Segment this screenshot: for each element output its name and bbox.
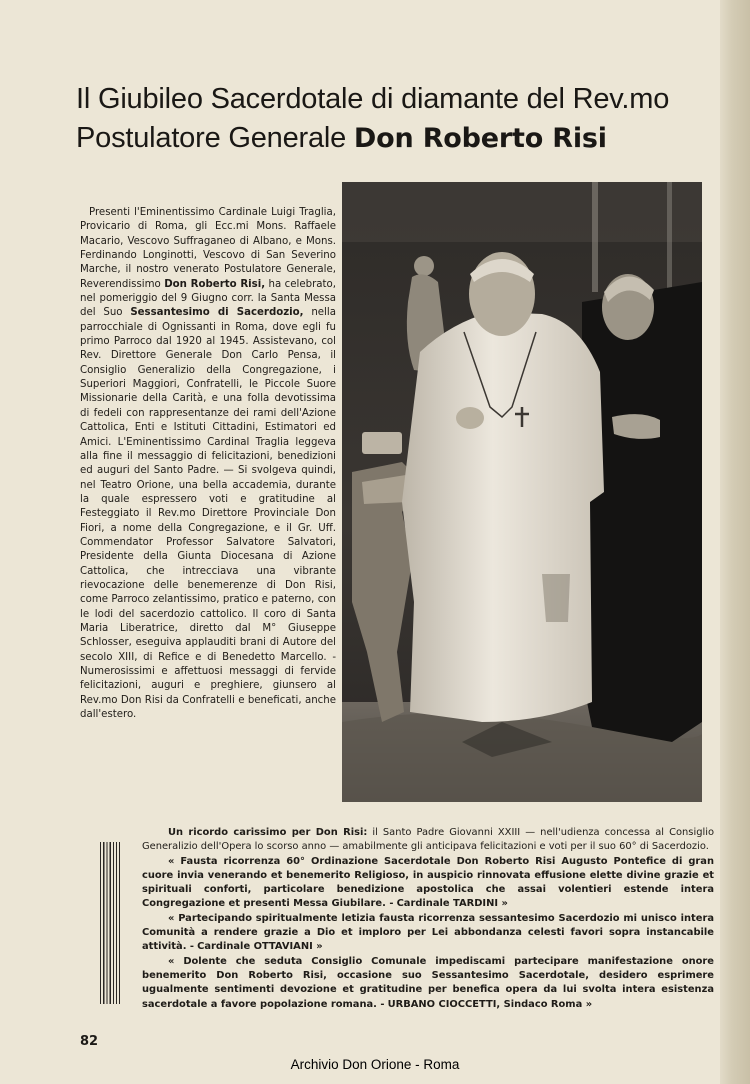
- caption-paragraph-4: [142, 955, 714, 1012]
- caption-signature-3: URBANO CIOCCETTI, Sindaco Roma »: [387, 998, 593, 1010]
- body-jubilee: Sessantesimo di Sacerdozio,: [130, 307, 304, 319]
- caption-telegram-2: « Partecipando spiritualmente letizia fausta ricorrenza sessantesimo Sacerdozio mi unisco intera Comunità a rendere grazie a Dio et imploro per Lei abbondanza celesti favori sopra instancabile attività. -: [142, 912, 714, 953]
- title-name: Don Roberto Risi: [353, 123, 607, 154]
- caption-signature-1: Cardinale TARDINI »: [396, 898, 508, 910]
- article-body: [80, 206, 336, 722]
- caption-paragraph-2: [142, 855, 714, 912]
- caption-paragraph-3: [142, 912, 714, 955]
- page-number: 82: [80, 1034, 99, 1049]
- caption-decoration-bar: [100, 842, 120, 1004]
- caption-paragraph-1: [142, 826, 714, 855]
- caption-telegram-1: « Fausta ricorrenza 60° Ordinazione Sacerdotale Don Roberto Risi Augusto Pontefice di gran cuore invia venerando et benemerito Religioso, in auspicio rinnovata effusione elette divine grazie et spirituali conforti, particolare benedizione apostolica che assai volentieri estende intera Congregazione et presenti Messa Giubilare. -: [142, 855, 714, 910]
- title-line-2: [76, 119, 716, 158]
- caption-text-1: il Santo Padre Giovanni XXIII — nell'udienza concessa al Consiglio Generalizio dell'Opera lo scorso anno — amabilmente gli anticipava felicitazioni e voti per il suo 60° di Sacerdozio.: [142, 827, 714, 853]
- adjacent-page-edge: [720, 0, 750, 1084]
- title-line-1: Il Giubileo Sacerdotale di diamante del Rev.mo: [76, 83, 670, 115]
- caption-signature-2: Cardinale OTTAVIANI »: [197, 941, 323, 953]
- body-name: Don Roberto Risi,: [164, 278, 266, 290]
- body-text-3: nella parrocchiale di Ognissanti in Roma, dove egli fu primo Parroco dal 1920 al 1945. Assistevano, col Rev. Direttore Generale Don Carlo Pensa, il Consiglio Generalizio della Congregazione, i Superiori Maggiori, Confratelli, le Piccole Suore Missionarie della Carità, e una folla devotissima di fedeli con rappresentanze dei rami dell'Azione Cattolica, Enti e Istituti Cittadini, Estimatori ed Amici. L'Eminentissimo Cardinal Traglia leggeva alla fine il messaggio di felicitazioni, benedizioni ed auguri del Santo Padre. — Si svolgeva quindi, nel Teatro Orione, una bella accademia, durante la quale espressero voti e gratitudine al Festeggiato il Rev.mo Direttore Provinciale Don Fiori, a nome della Congregazione, e il Gr. Uff. Commendator Professor Salvatore Salvatori, Presidente della Giunta Diocesana di Azione Cattolica, che intrecciava una vibrante rievocazione delle benemerenze di Don Risi, come Parroco zelantissimo, pratico e paterno, con le lodi del sacerdozio cattolico. Il coro di Santa Maria Liberatrice, diretto dal M° Giuseppe Schlosser, eseguiva applauditi brani di Autore del secolo XIII, di Refice e di Benedetto Marcello. - Numerosissimi e affettuosi messaggi di fervide felicitazioni, auguri e preghiere, giunsero al Rev.mo Don Risi da Confratelli e beneficati, anche dall'estero.: [80, 307, 336, 721]
- caption-telegram-3: « Dolente che seduta Consiglio Comunale impediscami partecipare manifestazione onore benemerito Don Roberto Risi, occasione suo Sessantesimo Sacerdotale, desidero esprimere ugualmente sentimenti devozione et gratitudine per benefica opera da lui svolta intera esistenza sacerdotale a favore popolazione romana. -: [142, 955, 714, 1010]
- body-text-1: Presenti l'Eminentissimo Cardinale Luigi Traglia, Provicario di Roma, gli Ecc.mi Mons. Raffaele Macario, Vescovo Suffraganeo di Albano, e Mons. Ferdinando Longinotti, Vescovo di San Severino Marche, il nostro venerato Postulatore Generale, Reverendissimo: [80, 207, 336, 290]
- photo-caption: [142, 826, 714, 1012]
- title-line-2-prefix: Postulatore Generale: [76, 122, 347, 154]
- photo-pope-and-don-risi: [342, 182, 702, 802]
- article-title: [76, 80, 716, 158]
- body-text-2: ha celebrato, nel pomeriggio del 9 Giugno corr. la Santa Messa del Suo: [80, 278, 336, 319]
- caption-lead: Un ricordo carissimo per Don Risi:: [168, 827, 368, 838]
- archive-footer: Archivio Don Orione - Roma: [290, 1057, 460, 1072]
